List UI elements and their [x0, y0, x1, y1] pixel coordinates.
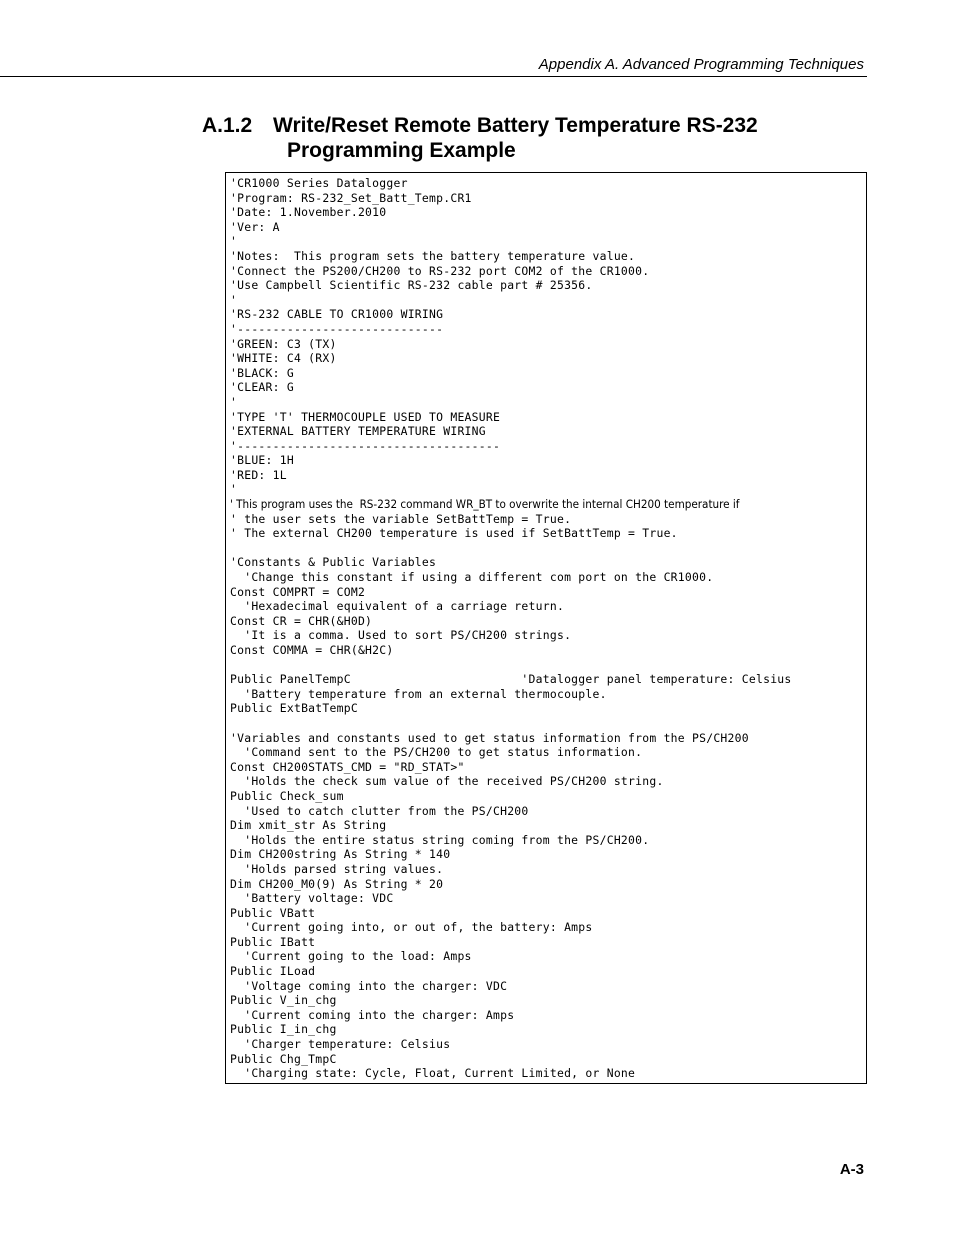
code-line: 'CLEAR: G: [230, 380, 294, 395]
section-title-line2: Programming Example: [287, 139, 516, 162]
code-line: 'Ver: A: [230, 219, 280, 234]
code-line: 'Constants & Public Variables: [230, 555, 437, 570]
code-line: 'TYPE 'T' THERMOCOUPLE USED TO MEASURE: [230, 409, 501, 424]
section-title-line1: Write/Reset Remote Battery Temperature RS-232: [273, 114, 758, 137]
code-line: ' The external CH200 temperature is used if SetBattTemp = True.: [230, 526, 678, 541]
code-line: Const COMMA = CHR(&H2C): [230, 643, 394, 657]
code-line: Const CH200STATS_CMD = "RD_STAT>": [230, 759, 465, 774]
code-line: Public Check_sum: [230, 788, 344, 803]
code-listing: [225, 172, 867, 1084]
code-line: 'Battery voltage: VDC: [230, 891, 394, 906]
code-line: Public IBatt: [230, 934, 316, 949]
running-header: Appendix A. Advanced Programming Techniques: [538, 56, 864, 73]
code-line: Public ExtBatTempC: [230, 701, 358, 716]
code-line: 'Notes: This program sets the battery temperature value.: [230, 248, 636, 263]
section-heading: [202, 113, 862, 163]
code-line: Public ILoad: [230, 964, 316, 979]
code-line: 'Current coming into the charger: Amps: [230, 1007, 515, 1022]
code-line: 'Connect the PS200/CH200 to RS-232 port COM2 of the CR1000.: [230, 263, 650, 278]
code-line: 'Battery temperature from an external thermocouple.: [230, 686, 607, 701]
code-line: '-------------------------------------: [230, 438, 501, 453]
code-line: [230, 541, 862, 556]
code-line: 'Hexadecimal equivalent of a carriage return.: [230, 599, 565, 614]
code-line: 'Used to catch clutter from the PS/CH200: [230, 803, 529, 818]
code-line: Dim CH200string As String * 140: [230, 847, 451, 862]
code-line: 'Charging state: Cycle, Float, Current Limited, or None: [230, 1066, 636, 1081]
code-line: 'It is a comma. Used to sort PS/CH200 strings.: [230, 628, 572, 643]
code-line: [230, 658, 862, 673]
code-line: 'Command sent to the PS/CH200 to get status information.: [230, 745, 643, 760]
header-rule: [0, 76, 867, 77]
section-heading-line1: [202, 113, 862, 138]
code-line: Public V_in_chg: [230, 993, 337, 1008]
code-line: 'Change this constant if using a different com port on the CR1000.: [230, 570, 714, 585]
code-line: Const CR = CHR(&H0D): [230, 613, 373, 628]
code-line: 'Holds the check sum value of the received PS/CH200 string.: [230, 774, 664, 789]
code-line: 'WHITE: C4 (RX): [230, 351, 337, 366]
code-line: ': [230, 482, 238, 497]
code-line: 'Variables and constants used to get status information from the PS/CH200: [230, 730, 749, 745]
code-line: 'Holds the entire status string coming from the PS/CH200.: [230, 832, 650, 847]
code-line: 'Voltage coming into the charger: VDC: [230, 978, 508, 993]
code-line: 'Holds parsed string values.: [230, 861, 444, 876]
code-line: 'Charger temperature: Celsius: [230, 1037, 451, 1052]
code-line: 'Current going to the load: Amps: [230, 949, 472, 964]
code-line: ': [230, 394, 238, 409]
code-line: 'EXTERNAL BATTERY TEMPERATURE WIRING: [230, 424, 486, 439]
code-line: 'Use Campbell Scientific RS-232 cable part # 25356.: [230, 278, 593, 293]
code-line: 'BLACK: G: [230, 365, 294, 380]
code-line: 'Date: 1.November.2010: [230, 205, 387, 220]
section-number: A.1.2: [202, 114, 253, 137]
code-line: Public I_in_chg: [230, 1022, 337, 1037]
code-line: Public VBatt: [230, 905, 316, 920]
page-number: A-3: [839, 1161, 864, 1178]
code-line: 'BLUE: 1H: [230, 453, 294, 468]
code-line: ' This program uses the RS-232 command WR_BT to overwrite the internal CH200 temperature if: [230, 497, 740, 512]
code-line: 'Current going into, or out of, the battery: Amps: [230, 920, 593, 935]
code-line: ': [230, 234, 238, 249]
code-line: [230, 716, 862, 731]
code-line: 'RED: 1L: [230, 467, 287, 482]
code-line: 'CR1000 Series Datalogger: [230, 176, 408, 190]
code-line: Dim CH200_M0(9) As String * 20: [230, 876, 444, 891]
code-line: ' the user sets the variable SetBattTemp = True.: [230, 511, 572, 526]
code-line: Dim xmit_str As String: [230, 818, 387, 833]
code-line: Public Chg_TmpC: [230, 1051, 337, 1066]
code-line: 'Program: RS-232_Set_Batt_Temp.CR1: [230, 190, 472, 205]
code-line: 'GREEN: C3 (TX): [230, 336, 337, 351]
code-line: Public PanelTempC 'Datalogger panel temperature: Celsius: [230, 672, 792, 687]
code-line: ': [230, 292, 238, 307]
code-line: '-----------------------------: [230, 321, 444, 336]
code-line: Const COMPRT = COM2: [230, 584, 366, 599]
code-line: 'RS-232 CABLE TO CR1000 WIRING: [230, 307, 444, 322]
